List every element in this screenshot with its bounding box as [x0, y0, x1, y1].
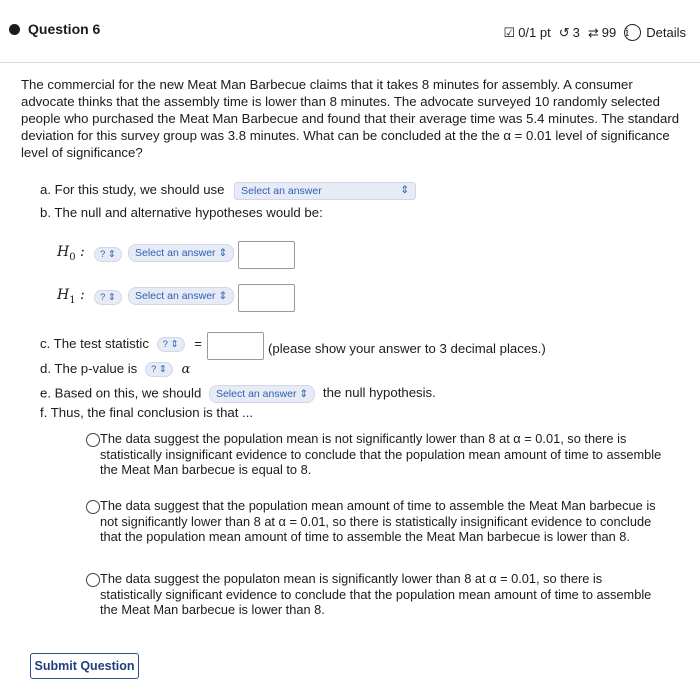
- part-c-label: c. The test statistic: [40, 336, 149, 351]
- h1-symbol-text: ?: [100, 292, 106, 304]
- test-type-select[interactable]: [234, 182, 416, 200]
- h1-label: $H_1$ :: [57, 287, 85, 306]
- p-value-compare-text: ?: [150, 364, 157, 376]
- retries-indicator: [588, 25, 616, 41]
- checkbox-edit-icon: ☑: [503, 24, 516, 40]
- part-f-label: f. Thus, the final conclusion is that ...: [40, 405, 254, 420]
- question-body: [21, 76, 681, 161]
- h0-letter: H: [57, 244, 70, 260]
- h1-letter: H: [57, 287, 70, 303]
- refresh-icon: ⇄: [587, 24, 599, 40]
- radio-button[interactable]: [86, 500, 100, 514]
- part-c: [40, 336, 202, 352]
- part-a-label: a. For this study, we should use: [40, 182, 225, 198]
- radio-button[interactable]: [86, 573, 100, 587]
- test-statistic-select[interactable]: ? ⇕: [157, 337, 185, 352]
- h0-label: $H_0$ :: [57, 244, 85, 263]
- test-type-select-text: Select an answer: [241, 185, 322, 197]
- h1-parameter-text: Select an answer: [135, 290, 216, 302]
- h0-parameter-text: Select an answer: [135, 247, 216, 259]
- h0-parameter-select[interactable]: Select an answer ⇕: [128, 244, 234, 262]
- h0-sub: 0: [69, 251, 76, 263]
- test-statistic-select-text: ?: [162, 339, 168, 351]
- question-title: Question 6: [28, 21, 101, 37]
- info-icon: i: [624, 24, 641, 41]
- question-meta: [504, 24, 686, 41]
- part-e-suffix: the null hypothesis.: [322, 385, 436, 401]
- undo-icon: ↺: [558, 24, 570, 40]
- decimal-note: (please show your answer to 3 decimal places.): [268, 341, 546, 356]
- decision-select-text: Select an answer: [215, 388, 297, 400]
- h0-value-input[interactable]: [238, 241, 295, 269]
- retries-text: 99: [601, 25, 617, 40]
- part-e: [40, 385, 436, 403]
- problem-text: The commercial for the new Meat Man Barbecue claims that it takes 8 minutes for assembly. A consumer advocate thinks that the assembly time is lower than 8 minutes. The advocate surveyed 10 randomly selected people who purchased the Meat Man Barbecue and found that their average time was 5.4 minutes. The standard deviation for this survey group was 3.8 minutes. What can be concluded at the the α = 0.01 level of significance level of significance?: [21, 77, 680, 160]
- conclusion-option-1[interactable]: [86, 431, 666, 478]
- points-text: 0/1 pt: [518, 25, 551, 40]
- option-text: The data suggest that the population mean amount of time to assemble the Meat Man barbecue is not significantly lower than 8 at α = 0.01, so there is statistically insignificant evidence to conclude that the population mean amount of time to assemble the Meat Man barbecue is lower than 8.: [100, 498, 656, 544]
- alpha-symbol: α: [181, 362, 191, 377]
- h1-value-input[interactable]: [238, 284, 295, 312]
- equals-sign: =: [194, 336, 202, 351]
- status-dot-icon: [9, 24, 20, 35]
- h1-parameter-select[interactable]: Select an answer ⇕: [128, 287, 234, 305]
- radio-button[interactable]: [86, 433, 100, 447]
- question-header: [0, 0, 700, 63]
- submit-question-button[interactable]: Submit Question: [30, 653, 139, 679]
- h1-sub: 1: [69, 294, 76, 306]
- part-d: [40, 361, 190, 377]
- decision-select[interactable]: Select an answer ⇕: [209, 385, 315, 403]
- conclusion-option-3[interactable]: [86, 571, 666, 618]
- part-a: [40, 182, 416, 200]
- attempts-indicator: [559, 25, 580, 41]
- details-link[interactable]: [624, 24, 686, 41]
- points-indicator: [504, 25, 551, 41]
- option-text: The data suggest the populaton mean is significantly lower than 8 at α = 0.01, so there is statistically significant evidence to conclude that the population mean amount of time to assemble the Meat Man barbecue is lower than 8.: [100, 571, 652, 617]
- part-d-label: d. The p-value is: [40, 361, 138, 376]
- p-value-compare-select[interactable]: ? ⇕: [145, 362, 173, 377]
- test-statistic-input[interactable]: [207, 332, 264, 360]
- part-e-label: e. Based on this, we should: [40, 385, 202, 401]
- h0-symbol-text: ?: [100, 249, 106, 261]
- h0-symbol-select[interactable]: ? ⇕: [94, 246, 122, 262]
- option-text: The data suggest the population mean is not significantly lower than 8 at α = 0.01, so there is statistically insignificant evidence to conclude that the population mean amount of time to assemble the Meat Man barbecue is equal to 8.: [100, 431, 662, 477]
- part-b-label: b. The null and alternative hypotheses would be:: [40, 205, 323, 220]
- chevron-updown-icon: ⇕: [400, 184, 410, 196]
- conclusion-option-2[interactable]: [86, 498, 666, 545]
- attempts-text: 3: [572, 25, 580, 40]
- details-text: Details: [646, 25, 686, 40]
- h1-symbol-select[interactable]: ? ⇕: [94, 289, 122, 305]
